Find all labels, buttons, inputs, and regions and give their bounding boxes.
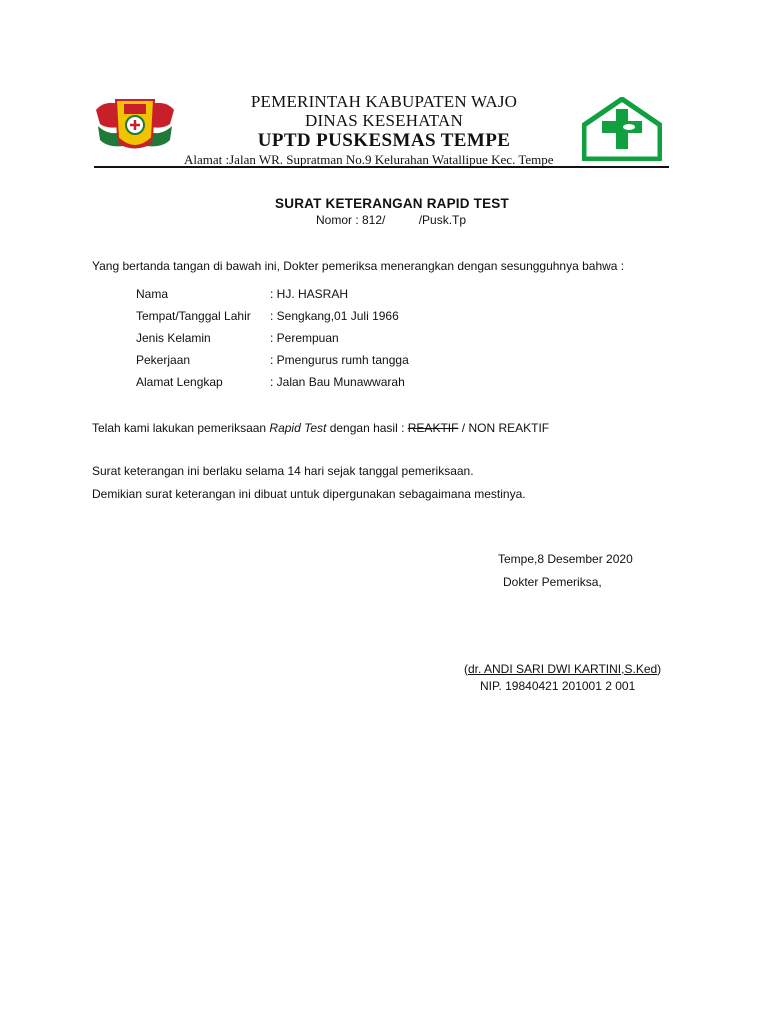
intro-paragraph: Yang bertanda tangan di bawah ini, Dokter pemeriksa menerangkan dengan sesungguhnya bahwa : — [92, 259, 625, 273]
result-option-selected: NON REAKTIF — [468, 421, 550, 435]
letterhead-institution: UPTD PUSKESMAS TEMPE — [257, 130, 511, 151]
result-prefix: Telah kami lakukan pemeriksaan — [92, 421, 270, 435]
letterhead-address: Alamat :Jalan WR. Supratman No.9 Kelurahan Watallipue Kec. Tempe — [184, 152, 554, 167]
closing-statement: Demikian surat keterangan ini dibuat untuk dipergunakan sebagaimana mestinya. — [92, 487, 526, 501]
letterhead — [176, 92, 592, 168]
puskesmas-green-cross-icon — [582, 97, 662, 161]
identity-value: : HJ. HASRAH — [270, 287, 349, 301]
identity-value: : Jalan Bau Munawwarah — [270, 375, 405, 389]
document-number: Nomor : 812/ /Pusk.Tp — [316, 213, 467, 227]
signature-place-date: Tempe,8 Desember 2020 — [498, 552, 633, 566]
identity-value: : Sengkang,01 Juli 1966 — [270, 309, 399, 323]
document-title: SURAT KETERANGAN RAPID TEST — [275, 196, 509, 211]
result-separator: / — [458, 421, 469, 435]
signatory-close-paren: ) — [657, 662, 662, 676]
letterhead-divider — [94, 166, 669, 168]
identity-label: Pekerjaan — [136, 353, 191, 367]
wajo-regency-emblem-icon — [94, 96, 176, 156]
validity-statement: Surat keterangan ini berlaku selama 14 hari sejak tanggal pemeriksaan. — [92, 464, 474, 478]
identity-value: : Perempuan — [270, 331, 339, 345]
result-option-struck: REAKTIF — [407, 421, 459, 435]
identity-label: Tempat/Tanggal Lahir — [136, 309, 251, 323]
identity-value: : Pmengurus rumh tangga — [270, 353, 409, 367]
signatory-open-paren: ( — [464, 662, 468, 676]
identity-label: Jenis Kelamin — [136, 331, 211, 345]
test-name: Rapid Test — [269, 421, 327, 435]
identity-label: Nama — [136, 287, 169, 301]
signatory-name — [464, 662, 661, 676]
signatory-name-text: dr. ANDI SARI DWI KARTINI,S.Ked — [468, 662, 658, 676]
identity-label: Alamat Lengkap — [136, 375, 223, 389]
result-middle: dengan hasil : — [326, 421, 408, 435]
signatory-nip: NIP. 19840421 201001 2 001 — [480, 679, 636, 693]
result-statement — [92, 421, 549, 435]
signature-role: Dokter Pemeriksa, — [503, 575, 602, 589]
letterhead-government: PEMERINTAH KABUPATEN WAJO — [250, 92, 518, 111]
letterhead-department: DINAS KESEHATAN — [305, 111, 463, 130]
